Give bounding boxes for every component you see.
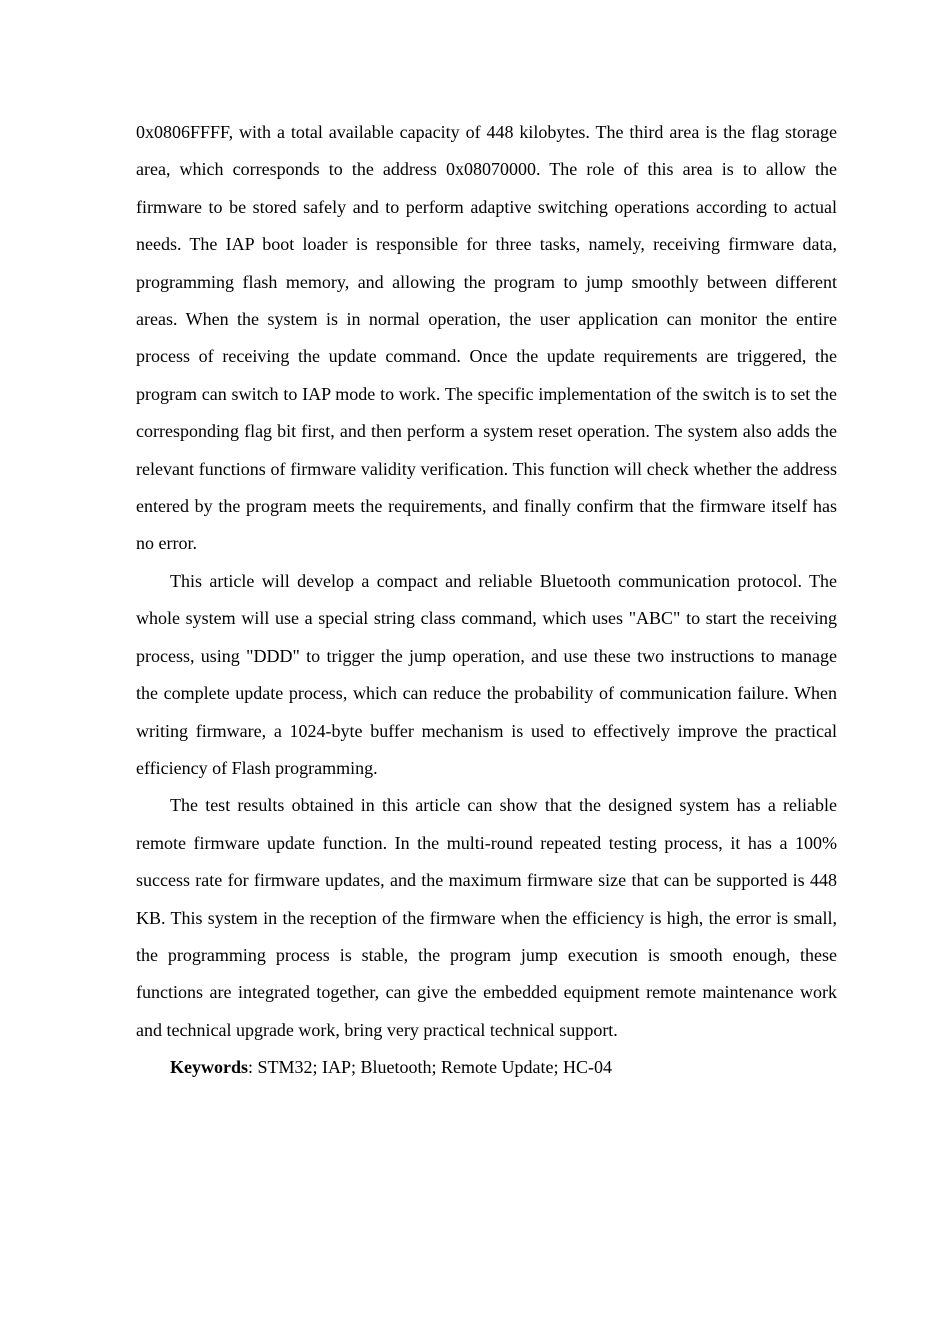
paragraph-test-results: The test results obtained in this article can show that the designed system has a reliable remote firmware update function. In the multi-round repeated testing process, it has a 100% success rate for firmware updates, and the maximum firmware size that can be supported is 448 KB. This system in the reception of the firmware when the efficiency is high, the error is small, the programming process is stable, the program jump execution is smooth enough, these functions are integrated together, can give the embedded equipment remote maintenance work and technical upgrade work, bring very practical technical support. xyxy=(136,795,837,1040)
keywords-label: Keywords xyxy=(170,1057,248,1078)
paragraph-memory-layout: 0x0806FFFF, with a total available capacity of 448 kilobytes. The third area is the flag storage area, which corresponds to the address 0x08070000. The role of this area is to allow the firmware to be stored safely and to perform adaptive switching operations according to actual needs. The IAP boot loader is responsible for three tasks, namely, receiving firmware data, programming flash memory, and allowing the program to jump smoothly between different areas. When the system is in normal operation, the user application can monitor the entire process of receiving the update command. Once the update requirements are triggered, the program can switch to IAP mode to work. The specific implementation of the switch is to set the corresponding flag bit first, and then perform a system reset operation. The system also adds the relevant functions of firmware validity verification. This function will check whether the address entered by the program meets the requirements, and finally confirm that the firmware itself has no error. xyxy=(136,122,837,554)
paragraph-bluetooth-protocol: This article will develop a compact and reliable Bluetooth communication protocol. The whole system will use a special string class command, which uses "ABC" to start the receiving process, using "DDD" to trigger the jump operation, and use these two instructions to manage the complete update process, which can reduce the probability of communication failure. When writing firmware, a 1024-byte buffer mechanism is used to effectively improve the practical efficiency of Flash programming. xyxy=(136,570,837,778)
keywords-line xyxy=(136,1049,837,1086)
keywords-list: : STM32; IAP; Bluetooth; Remote Update; HC-04 xyxy=(248,1057,612,1078)
abstract-page xyxy=(136,114,837,1087)
